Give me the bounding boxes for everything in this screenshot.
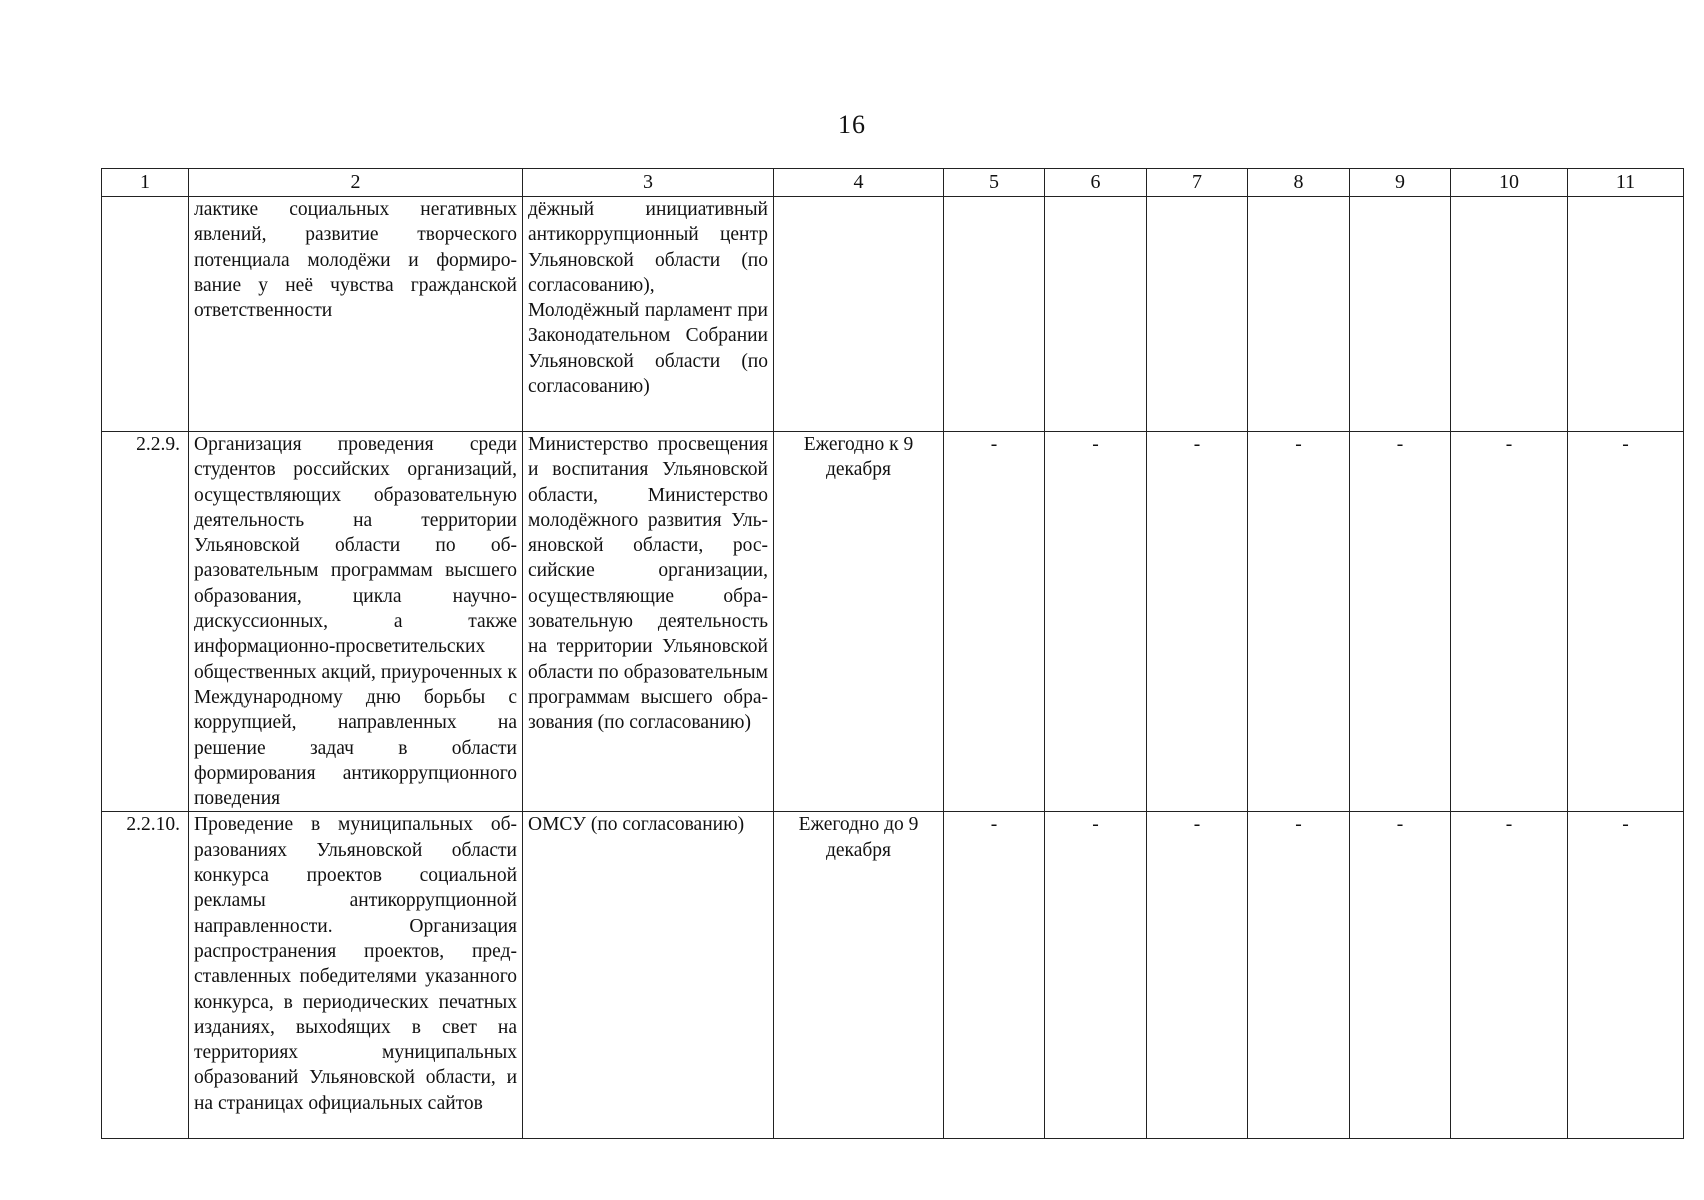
column-header: 1 — [102, 169, 189, 197]
column-header: 9 — [1350, 169, 1451, 197]
row-number: 2.2.10. — [102, 812, 189, 1139]
funding-cell: - — [1248, 812, 1350, 1139]
deadline — [774, 197, 944, 432]
measure-description: Организация проведения среди студентов российских организаций, осуществляющих образовательную деятельность на территории Ульяновской области по образовательным программам высшего образования, цикла научно-дискуссионных, а также информационно-просветительских общественных акций, приуроченных к Международному дню борьбы с коррупцией, направленных на решение задач в области формирования антикоррупционного поведения — [189, 432, 523, 812]
row-number: 2.2.9. — [102, 432, 189, 812]
funding-cell: - — [1147, 432, 1248, 812]
table-row — [102, 812, 1684, 1139]
responsible-executors: дёжный инициативный антикоррупционный центр Ульяновской области (по согласованию), Молодёжный парламент при Законодательном Собрании Ульяновской области (по согласованию) — [523, 197, 774, 432]
table-row — [102, 432, 1684, 812]
funding-cell: - — [1045, 432, 1147, 812]
funding-cell: - — [1045, 812, 1147, 1139]
row-number — [102, 197, 189, 432]
column-header: 10 — [1451, 169, 1568, 197]
funding-cell: - — [1568, 812, 1684, 1139]
funding-cell: - — [1451, 812, 1568, 1139]
funding-cell — [1451, 197, 1568, 432]
column-header: 2 — [189, 169, 523, 197]
funding-cell: - — [1350, 432, 1451, 812]
responsible-executors: Министерство просвещения и воспитания Ульяновской области, Министерство молодёжного развития Ульяновской области, российские организации, осуществляющие образовательную деятельность на территории Ульяновской области по образовательным программам высшего образования (по согласованию) — [523, 432, 774, 812]
funding-cell: - — [944, 432, 1045, 812]
page-number: 16 — [838, 110, 866, 139]
column-header: 6 — [1045, 169, 1147, 197]
funding-cell: - — [1451, 432, 1568, 812]
measure-description: лактике социальных негативных явлений, развитие творческого потенциала молодёжи и формирование у неё чувства гражданской ответственности — [189, 197, 523, 432]
funding-cell — [1045, 197, 1147, 432]
header-row — [102, 169, 1684, 197]
table-row — [102, 197, 1684, 432]
funding-cell — [1350, 197, 1451, 432]
funding-cell — [1568, 197, 1684, 432]
funding-cell: - — [1147, 812, 1248, 1139]
column-header: 11 — [1568, 169, 1684, 197]
column-header: 8 — [1248, 169, 1350, 197]
funding-cell: - — [1350, 812, 1451, 1139]
plan-table — [101, 168, 1684, 1139]
funding-cell: - — [944, 812, 1045, 1139]
funding-cell — [944, 197, 1045, 432]
column-header: 7 — [1147, 169, 1248, 197]
funding-cell — [1147, 197, 1248, 432]
column-header: 3 — [523, 169, 774, 197]
responsible-executors: ОМСУ (по согласованию) — [523, 812, 774, 1139]
deadline: Ежегодно к 9 декабря — [774, 432, 944, 812]
column-header: 5 — [944, 169, 1045, 197]
column-header: 4 — [774, 169, 944, 197]
funding-cell: - — [1568, 432, 1684, 812]
deadline: Ежегодно до 9 декабря — [774, 812, 944, 1139]
measure-description: Проведение в муниципальных образованиях Ульяновской области конкурса проектов социальной рекламы антикоррупционной направленности. Организация распространения проектов, представленных победителями указанного конкурса, в периодических печатных изданиях, выхоdящих в свет на территориях муниципальных образований Ульяновской области, и на страницах официальных сайтов — [189, 812, 523, 1139]
funding-cell — [1248, 197, 1350, 432]
funding-cell: - — [1248, 432, 1350, 812]
